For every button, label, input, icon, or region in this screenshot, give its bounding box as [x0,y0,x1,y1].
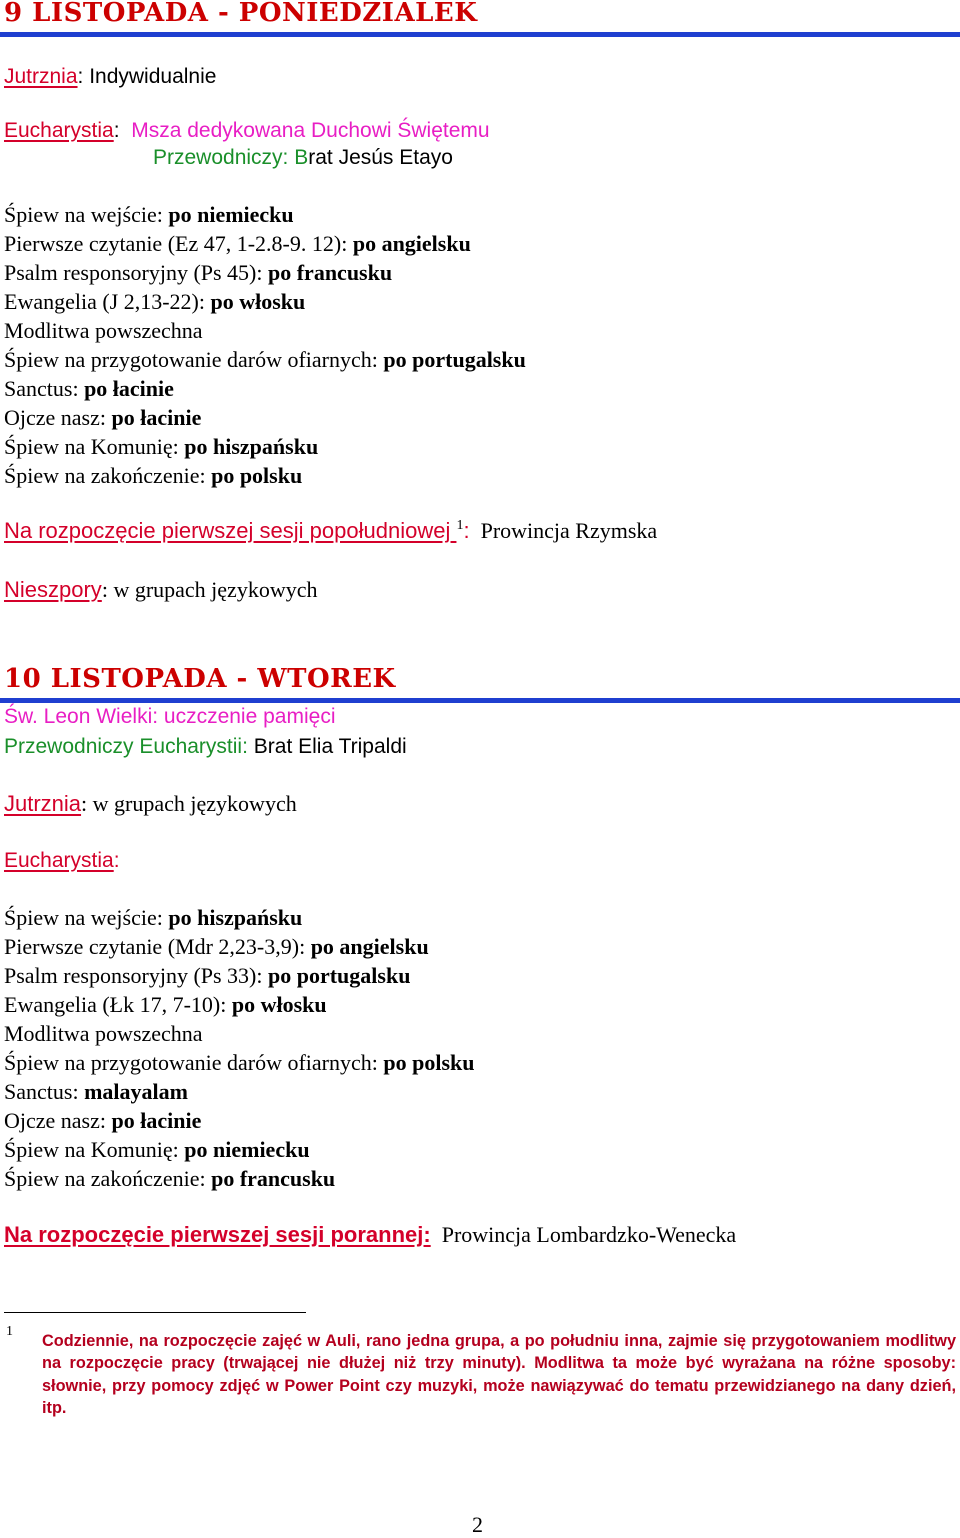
heading-rule [0,698,960,703]
liturgy-item [4,463,302,489]
liturgy-language: po włosku [210,289,306,314]
day1-nieszpory-line: Nieszpory: w grupach językowych [4,577,318,602]
footnote-ref: 1 [456,518,464,533]
liturgy-language: po niemiecku [168,202,294,227]
session-value: Prowincja Lombardzko-Wenecka [441,1222,737,1247]
liturgy-item [4,1050,475,1076]
liturgy-language: po hiszpańsku [168,905,303,930]
liturgy-item [4,347,526,373]
footnote-mark: 1 [6,1324,13,1339]
day2-eucharystia-line: Eucharystia: [4,849,120,872]
liturgy-language: po angielsku [310,934,429,959]
liturgy-language: po angielsku [352,231,471,256]
liturgy-label: Pierwsze czytanie (Mdr 2,23-3,9): [4,934,311,959]
liturgy-item [4,376,174,402]
przewodniczy-label: Przewodniczy: B [153,146,309,169]
liturgy-item [4,963,410,989]
session-label: Na rozpoczęcie pierwszej sesji porannej: [4,1222,431,1247]
liturgy-language: po włosku [231,992,327,1017]
day2-jutrznia-line: Jutrznia: w grupach językowych [4,791,297,816]
nieszpory-label: Nieszpory [4,577,102,602]
day1-przewodniczy-line [153,146,453,170]
heading-rule [0,32,960,37]
liturgy-label: Pierwsze czytanie (Ez 47, 1-2.8-9. 12): [4,231,353,256]
liturgy-label: Śpiew na zakończenie: [4,1166,212,1191]
przewodniczy-label: Przewodniczy Eucharystii: [4,735,254,758]
liturgy-language: po łacinie [84,376,174,401]
day2-heading: 10 LISTOPADA - WTOREK [4,664,396,694]
liturgy-language: po polsku [211,463,303,488]
liturgy-label: Śpiew na Komunię: [4,1137,185,1162]
liturgy-label: Sanctus: [4,376,85,401]
eucharystia-value: Msza dedykowana Duchowi Świętemu [131,119,490,142]
session-label: Na rozpoczęcie pierwszej sesji popołudniowej [4,518,457,543]
day2-saint: Św. Leon Wielki: uczczenie pamięci [4,705,336,728]
liturgy-language: po łacinie [111,1108,202,1133]
liturgy-label: Ojcze nasz: [4,405,112,430]
day2-session-line [4,1222,736,1248]
liturgy-item [4,1137,310,1163]
session-value: Prowincja Rzymska [480,518,658,543]
liturgy-label: Modlitwa powszechna [4,318,203,343]
footnote-text: Codziennie, na rozpoczęcie zajęć w Auli, rano jedna grupa, a po południu inna, zajmie się przygotowaniem modlitwy na rozpoczęcie pracy (trwającej nie dłużej niż trzy minuty). Modlitwa ta może być wyrażana na różne sposoby: słownie, przy pomocy zdjęć w Power Point czy muzyki, może nawiązywać do tematu przewidzianego na dany dzień, itp. [42,1332,956,1417]
day1-session-line: Na rozpoczęcie pierwszej sesji popołudniowej $^1$: Prowincja Rzymska [4,518,658,543]
jutrznia-value: w grupach językowych [92,791,297,816]
przewodniczy-value: Brat Elia Tripaldi [253,735,407,758]
liturgy-label: Ewangelia (Łk 17, 7-10): [4,992,232,1017]
liturgy-item [4,231,471,257]
liturgy-language: po hiszpańsku [184,434,319,459]
liturgy-label: Śpiew na przygotowanie darów ofiarnych: [4,1050,384,1075]
liturgy-label: Śpiew na Komunię: [4,434,185,459]
day1-eucharystia-line: Eucharystia: Msza dedykowana Duchowi Świętemu [4,119,490,142]
liturgy-item [4,405,201,431]
nieszpory-value: w grupach językowych [113,577,318,602]
liturgy-label: Śpiew na wejście: [4,905,169,930]
liturgy-item [4,1108,201,1134]
day2-przewodniczy-line [4,735,407,759]
liturgy-label: Sanctus: [4,1079,85,1104]
liturgy-language: po niemiecku [184,1137,310,1162]
liturgy-label: Modlitwa powszechna [4,1021,203,1046]
liturgy-label: Ojcze nasz: [4,1108,112,1133]
jutrznia-label: Jutrznia [4,65,78,88]
liturgy-language: po portugalsku [383,347,526,372]
jutrznia-value: Indywidualnie [89,65,217,88]
liturgy-language: po francusku [211,1166,336,1191]
liturgy-item [4,1021,203,1047]
page-number: 2 [472,1512,483,1537]
liturgy-item [4,1166,335,1192]
przewodniczy-value: rat Jesús Etayo [308,146,453,169]
liturgy-label: Ewangelia (J 2,13-22): [4,289,211,314]
day1-heading: 9 LISTOPADA - PONIEDZIALEK [4,0,478,28]
day1-jutrznia-line: Jutrznia: Indywidualnie [4,65,217,88]
liturgy-item [4,992,327,1018]
liturgy-item [4,434,318,460]
liturgy-language: malayalam [84,1079,188,1104]
liturgy-item [4,318,203,344]
liturgy-language: po francusku [268,260,393,285]
liturgy-item [4,260,392,286]
eucharystia-label: Eucharystia [4,119,114,142]
liturgy-language: po polsku [383,1050,475,1075]
liturgy-item [4,202,294,228]
liturgy-label: Psalm responsoryjny (Ps 33): [4,963,268,988]
liturgy-label: Śpiew na wejście: [4,202,169,227]
liturgy-item [4,1079,188,1105]
liturgy-item [4,934,429,960]
liturgy-item [4,289,305,315]
liturgy-item [4,905,302,931]
liturgy-language: po portugalsku [268,963,411,988]
eucharystia-label: Eucharystia [4,849,114,872]
jutrznia-label: Jutrznia [4,791,82,816]
liturgy-label: Psalm responsoryjny (Ps 45): [4,260,268,285]
liturgy-language: po łacinie [111,405,202,430]
liturgy-label: Śpiew na przygotowanie darów ofiarnych: [4,347,384,372]
footnote-separator [4,1312,306,1313]
liturgy-label: Śpiew na zakończenie: [4,463,212,488]
